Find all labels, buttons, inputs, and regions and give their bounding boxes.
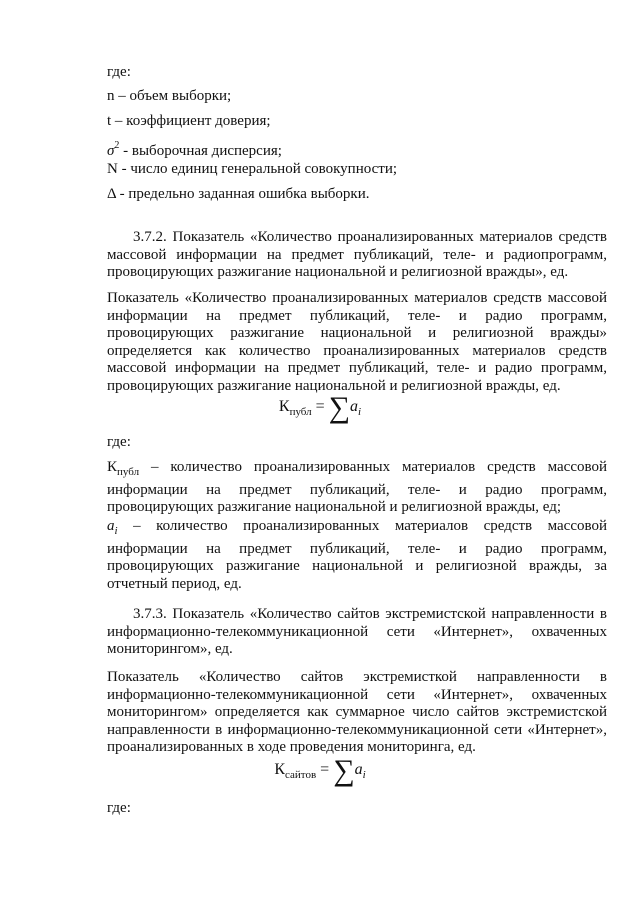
- formula-sum-sign: ∑: [328, 391, 351, 424]
- legend-delta: [107, 186, 607, 204]
- formula-a-symbol: a: [350, 398, 359, 415]
- def-k-text: – количество проанализированных материалов средств массовой информации на предмет публикаций, теле- и радио программ, провоцирующих разжигание национальной и религиозной вражды, ед;: [107, 459, 607, 515]
- formula-sum-sign: ∑: [333, 754, 355, 787]
- symbol-t: t: [107, 113, 112, 129]
- formula-equals: =: [311, 398, 329, 415]
- section-3-7-3-definition: Показатель «Количество сайтов экстремисткой направленности в информационно-телекоммуникационной сети «Интернет», охваченных мониторингом» определяется как суммарное число сайтов экстремистской направленности в информационно-телекоммуникационной сети «Интернет», проанализированных в ходе проведения мониторинга, ед.: [107, 669, 607, 755]
- section-3-7-2-definition: Показатель «Количество проанализированных материалов средств массовой информации на предмет публикаций, теле- и радио программ, провоцирующих разжигание национальной и религиозной вражды» определяется как количество проанализированных материалов средств массовой информации на предмет публикаций, теле- и радио программ, провоцирующих разжигание национальной и религиозной вражды, ед.: [107, 290, 607, 394]
- def-k-symbol: К: [107, 459, 118, 475]
- formula-k-subscript: сайтов: [285, 769, 317, 781]
- formula-k-publ: [0, 392, 640, 427]
- legend-sigma: [107, 137, 607, 161]
- def-a-symbol: a: [107, 518, 115, 534]
- definition-a-i: [107, 518, 607, 593]
- section-3-7-3-heading: 3.7.3. Показатель «Количество сайтов экстремистской направленности в информационно-телекоммуникационной сети «Интернет», охваченных мониторингом», ед.: [107, 606, 607, 657]
- symbol-N: N: [107, 161, 118, 177]
- symbol-sigma-exponent: 2: [114, 140, 120, 151]
- where-label-3: где:: [107, 800, 131, 816]
- formula-a-subscript: i: [358, 406, 362, 418]
- legend-n: [107, 88, 607, 106]
- formula-equals: =: [316, 761, 334, 778]
- legend-n-text: – объем выборки;: [114, 88, 232, 104]
- def-k-subscript: публ: [117, 466, 140, 478]
- symbol-n: n: [107, 88, 115, 104]
- formula-k-subscript: публ: [289, 406, 312, 418]
- section-3-7-2-heading: 3.7.2. Показатель «Количество проанализированных материалов средств массовой информации на предмет публикаций, теле- и радиопрограмм, провоцирующих разжигание национальной и религиозной вражды», ед.: [107, 229, 607, 280]
- formula-k-symbol: К: [274, 761, 286, 778]
- legend-N: [107, 161, 607, 179]
- legend-sigma-text: - выборочная дисперсия;: [119, 143, 282, 159]
- legend-delta-text: - предельно заданная ошибка выборки.: [115, 186, 370, 202]
- legend-N-text: - число единиц генеральной совокупности;: [117, 161, 398, 177]
- legend-t-text: – коэффициент доверия;: [111, 113, 271, 129]
- symbol-sigma: σ: [107, 143, 115, 159]
- legend-t: [107, 113, 607, 131]
- formula-k-saitov: [0, 755, 640, 790]
- symbol-delta: Δ: [107, 186, 116, 202]
- where-label-1: где:: [107, 64, 131, 80]
- definition-k-publ: [107, 459, 607, 517]
- formula-a-symbol: a: [354, 761, 363, 778]
- where-label-2: где:: [107, 434, 131, 450]
- def-a-subscript: i: [114, 525, 118, 537]
- def-a-text: – количество проанализированных материалов средств массовой информации на предмет публикаций, теле- и радио программ, провоцирующих разжигание национальной и религиозной вражды, за отчетный период, ед.: [107, 518, 607, 592]
- formula-a-subscript: i: [362, 769, 366, 781]
- formula-k-symbol: К: [278, 398, 290, 415]
